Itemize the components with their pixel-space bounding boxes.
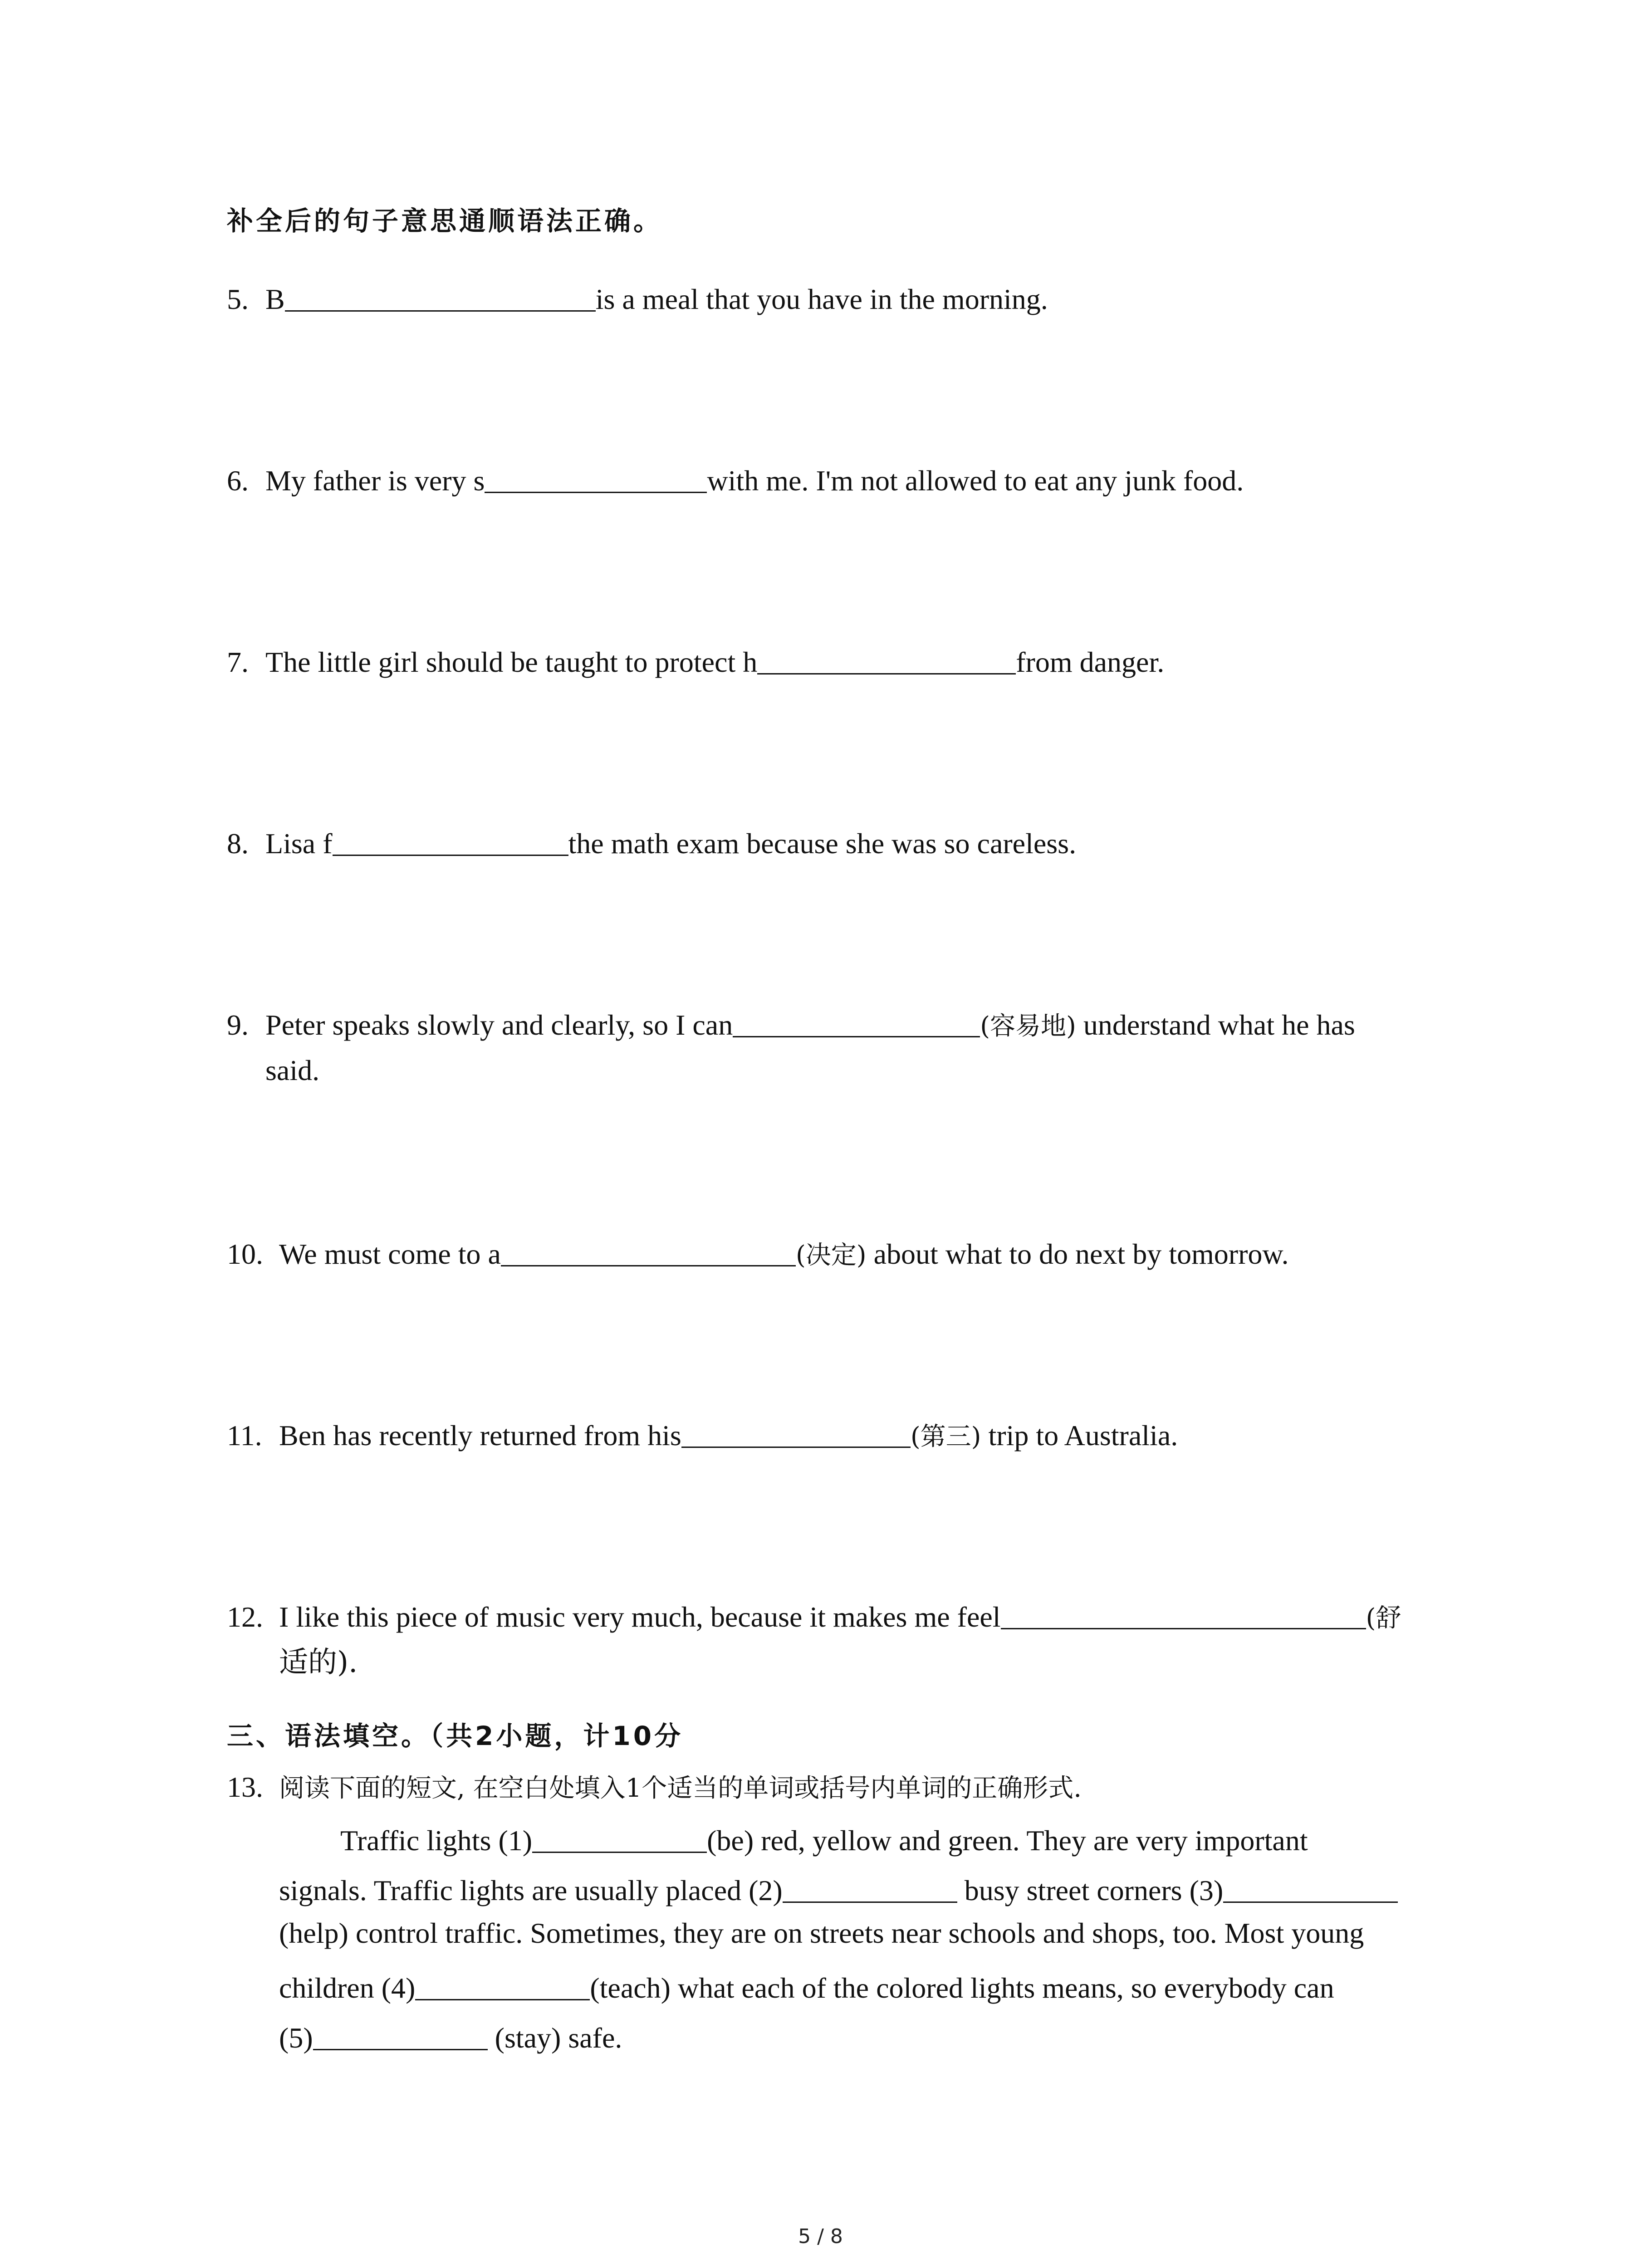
question-text-before: B <box>265 283 285 315</box>
question-6 <box>227 458 1452 503</box>
question-number: 7. <box>227 646 249 678</box>
question-10 <box>227 1232 1452 1278</box>
chinese-hint: (容易地) <box>980 1012 1076 1041</box>
page-number: 5 / 8 <box>798 2225 843 2248</box>
question-12-continuation: 适的). <box>279 1646 358 1679</box>
passage-line-4 <box>279 1966 1334 2005</box>
instruction-heading: 补全后的句子意思通顺语法正确。 <box>227 205 663 236</box>
section-3-heading: 三、语法填空。（共2小题，计10分 <box>227 1721 684 1751</box>
question-number: 12. <box>227 1601 263 1633</box>
question-text-after: understand what he has <box>1076 1009 1355 1041</box>
answer-blank[interactable] <box>333 822 568 856</box>
question-number: 8. <box>227 827 249 860</box>
question-number: 11. <box>227 1419 262 1452</box>
question-text-after: about what to do next by tomorrow. <box>866 1238 1289 1270</box>
question-text-before: We must come to a <box>279 1238 501 1270</box>
question-9-continuation: said. <box>265 1054 320 1086</box>
passage-text: busy street corners (3) <box>957 1874 1224 1906</box>
chinese-hint: (第三) <box>910 1422 981 1452</box>
question-text-after: trip to Australia. <box>981 1419 1178 1452</box>
question-11 <box>227 1413 1452 1460</box>
chinese-hint: (舒 <box>1366 1603 1401 1633</box>
passage-text: signals. Traffic lights are usually placed (2) <box>279 1874 783 1906</box>
answer-blank-1[interactable] <box>532 1819 707 1853</box>
passage-text: (5) <box>279 2022 313 2054</box>
answer-blank[interactable] <box>485 459 707 493</box>
answer-blank[interactable] <box>501 1232 796 1266</box>
answer-blank-5[interactable] <box>313 2016 488 2050</box>
question-number: 9. <box>227 1009 249 1041</box>
question-8 <box>227 821 1452 866</box>
question-text-before: Lisa f <box>265 827 333 860</box>
passage-text: Traffic lights (1) <box>340 1824 533 1857</box>
passage-text: (be) red, yellow and green. They are very important <box>707 1824 1308 1857</box>
passage-line-1 <box>340 1819 1308 1857</box>
answer-blank-3[interactable] <box>1223 1869 1398 1903</box>
question-5 <box>227 277 1452 322</box>
question-13-instruction <box>227 1765 1452 1811</box>
passage-text: children (4) <box>279 1972 416 2004</box>
answer-blank[interactable] <box>757 640 1016 675</box>
chinese-hint: (决定) <box>795 1241 867 1270</box>
question-text-before: My father is very s <box>265 464 485 497</box>
answer-blank[interactable] <box>1001 1595 1366 1629</box>
instruction-text: 阅读下面的短文, 在空白处填入1个适当的单词或括号内单词的正确形式. <box>279 1774 1082 1803</box>
passage-line-2 <box>279 1869 1398 1907</box>
question-7 <box>227 640 1452 685</box>
question-text-before: I like this piece of music very much, because it makes me feel <box>279 1601 1001 1633</box>
question-text-after: the math exam because she was so careless. <box>568 827 1077 860</box>
question-number: 6. <box>227 464 249 497</box>
answer-blank[interactable] <box>733 1003 980 1037</box>
question-text-after: with me. I'm not allowed to eat any junk food. <box>707 464 1244 497</box>
question-text-before: Ben has recently returned from his <box>279 1419 681 1452</box>
answer-blank-4[interactable] <box>415 1966 590 2000</box>
answer-blank-2[interactable] <box>783 1869 957 1903</box>
question-number: 10. <box>227 1238 263 1270</box>
question-text-before: The little girl should be taught to protect h <box>265 646 758 678</box>
question-number: 13. <box>227 1771 263 1803</box>
question-number: 5. <box>227 283 249 315</box>
passage-line-5 <box>279 2016 622 2055</box>
question-9 <box>227 1002 1452 1049</box>
question-text-after: from danger. <box>1016 646 1165 678</box>
question-12 <box>227 1594 1452 1641</box>
question-text-after: is a meal that you have in the morning. <box>595 283 1048 315</box>
answer-blank[interactable] <box>285 278 596 312</box>
passage-text: (teach) what each of the colored lights means, so everybody can <box>590 1972 1334 2004</box>
answer-blank[interactable] <box>681 1414 911 1448</box>
passage-line-3: (help) control traffic. Sometimes, they are on streets near schools and shops, too. Most young <box>279 1917 1364 1949</box>
passage-text: (stay) safe. <box>487 2022 622 2054</box>
question-text-before: Peter speaks slowly and clearly, so I can <box>265 1009 733 1041</box>
